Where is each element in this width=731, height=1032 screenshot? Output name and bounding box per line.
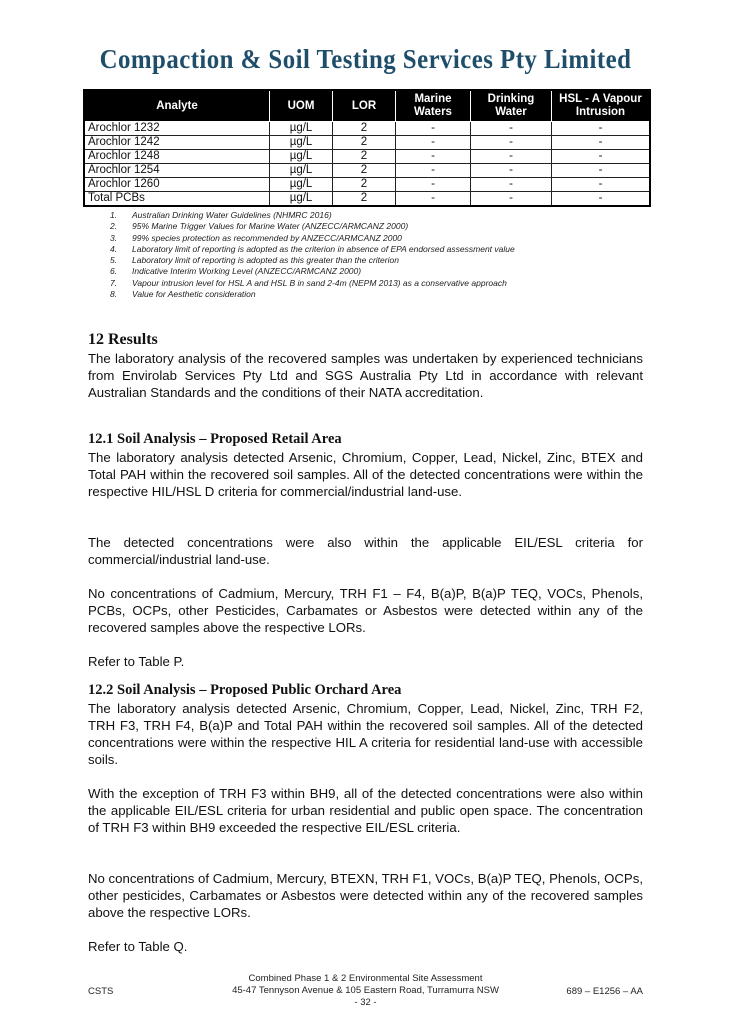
table-row bbox=[84, 122, 650, 136]
section-12-1-p2: The detected concentrations were also within the applicable EIL/ESL criteria for commercial/industrial land-use. bbox=[88, 535, 643, 567]
table-cell: - bbox=[552, 178, 651, 192]
footer-address: 45-47 Tennyson Avenue & 105 Eastern Road, Turramurra NSW bbox=[232, 985, 499, 996]
col-drinking-water: Drinking Water bbox=[471, 90, 552, 122]
table-cell: - bbox=[552, 136, 651, 150]
col-marine-waters: Marine Waters bbox=[396, 90, 471, 122]
table-cell: Arochlor 1242 bbox=[84, 136, 270, 150]
footnote bbox=[110, 255, 515, 266]
table-cell: µg/L bbox=[270, 136, 333, 150]
section-12-1-p4: Refer to Table P. bbox=[88, 654, 185, 669]
footnote-text: Laboratory limit of reporting is adopted as this greater than the criterion bbox=[132, 255, 399, 266]
table-cell: - bbox=[396, 122, 471, 136]
footnote-number: 2. bbox=[110, 221, 118, 232]
table-cell: - bbox=[396, 178, 471, 192]
table-footnotes bbox=[110, 210, 515, 300]
table-cell: - bbox=[471, 122, 552, 136]
table-row bbox=[84, 136, 650, 150]
footnote-text: 99% species protection as recommended by ANZECC/ARMCANZ 2000 bbox=[132, 232, 402, 243]
col-uom: UOM bbox=[270, 90, 333, 122]
table-header-row bbox=[84, 90, 650, 122]
table-cell: - bbox=[396, 164, 471, 178]
footnote-text: Value for Aesthetic consideration bbox=[132, 289, 256, 300]
footnote bbox=[110, 244, 515, 255]
table-cell: - bbox=[552, 150, 651, 164]
footnote bbox=[110, 266, 515, 277]
footnote-text: 95% Marine Trigger Values for Marine Water (ANZECC/ARMCANZ 2000) bbox=[132, 221, 409, 232]
table-cell: µg/L bbox=[270, 150, 333, 164]
table-cell: - bbox=[471, 150, 552, 164]
section-12-2-p2: With the exception of TRH F3 within BH9, all of the detected concentrations were also within the applicable EIL/ESL criteria for urban residential and public open space. The concentration of TRH F3 within BH9 exceeded the respective EIL/ESL criteria. bbox=[88, 786, 643, 835]
table-cell: - bbox=[471, 136, 552, 150]
pcb-criteria-table bbox=[83, 89, 651, 207]
table-cell: - bbox=[471, 164, 552, 178]
footnote bbox=[110, 210, 515, 221]
table-cell: - bbox=[471, 192, 552, 207]
section-12-2-p3: No concentrations of Cadmium, Mercury, BTEXN, TRH F1, VOCs, B(a)P TEQ, Phenols, OCPs, other pesticides, Carbamates or Asbestos were detected within any of the recovered samples above the respective LORs. bbox=[88, 871, 643, 920]
table-cell: - bbox=[471, 178, 552, 192]
footnote-text: Indicative Interim Working Level (ANZECC/ARMCANZ 2000) bbox=[132, 266, 362, 277]
footnote-number: 1. bbox=[110, 210, 118, 220]
table-row bbox=[84, 164, 650, 178]
table-row bbox=[84, 150, 650, 164]
section-12-paragraph: The laboratory analysis of the recovered samples was undertaken by experienced technicians from Envirolab Services Pty Ltd and SGS Australia Pty Ltd in accordance with relevant Australian Standards and the conditions of their NATA accreditation. bbox=[88, 351, 643, 400]
table-cell: 2 bbox=[333, 192, 396, 207]
col-hsl-vapour: HSL - A Vapour Intrusion bbox=[552, 90, 651, 122]
section-12-2-p1: The laboratory analysis detected Arsenic, Chromium, Copper, Lead, Nickel, Zinc, TRH F2, TRH F3, TRH F4, B(a)P and Total PAH within the recovered soil samples. All of the detected concentrations were within the respective HIL A criteria for residential land-use with accessible soils. bbox=[88, 701, 643, 767]
footnote bbox=[110, 233, 515, 244]
table-cell: Arochlor 1232 bbox=[84, 122, 270, 136]
section-12-1-p1: The laboratory analysis detected Arsenic, Chromium, Copper, Lead, Nickel, Zinc, BTEX and Total PAH within the recovered soil samples. All of the detected concentrations were within the respective HIL/HSL D criteria for commercial/industrial land-use. bbox=[88, 450, 643, 499]
footnote-number: 5. bbox=[110, 255, 118, 266]
table-cell: µg/L bbox=[270, 192, 333, 207]
footnote-text: Vapour intrusion level for HSL A and HSL B in sand 2-4m (NEPM 2013) as a conservative approach bbox=[132, 277, 507, 288]
table-cell: Arochlor 1260 bbox=[84, 178, 270, 192]
footnote bbox=[110, 278, 515, 289]
section-12-2-heading: 12.2 Soil Analysis – Proposed Public Orchard Area bbox=[88, 682, 402, 698]
table-cell: 2 bbox=[333, 150, 396, 164]
page-number: - 32 - bbox=[354, 997, 377, 1008]
col-lor: LOR bbox=[333, 90, 396, 122]
footnote-text: Laboratory limit of reporting is adopted as the criterion in absence of EPA endorsed assessment value bbox=[132, 243, 515, 254]
table-cell: 2 bbox=[333, 122, 396, 136]
table-cell: 2 bbox=[333, 164, 396, 178]
footer-report-number: 689 – E1256 – AA bbox=[566, 986, 643, 997]
table-cell: 2 bbox=[333, 136, 396, 150]
table-cell: - bbox=[396, 150, 471, 164]
table-cell: Arochlor 1254 bbox=[84, 164, 270, 178]
table-cell: - bbox=[396, 192, 471, 207]
section-12-2-p4: Refer to Table Q. bbox=[88, 939, 188, 954]
footnote-text: Australian Drinking Water Guidelines (NHMRC 2016) bbox=[132, 210, 332, 220]
table-cell: - bbox=[552, 164, 651, 178]
table-cell: - bbox=[396, 136, 471, 150]
table-cell: Total PCBs bbox=[84, 192, 270, 207]
table-row bbox=[84, 192, 650, 207]
col-analyte: Analyte bbox=[84, 90, 270, 122]
table-cell: Arochlor 1248 bbox=[84, 150, 270, 164]
table-cell: µg/L bbox=[270, 122, 333, 136]
footnote-number: 3. bbox=[110, 232, 118, 243]
footnote bbox=[110, 289, 515, 300]
table-row bbox=[84, 178, 650, 192]
table-cell: µg/L bbox=[270, 178, 333, 192]
section-12-1-p3: No concentrations of Cadmium, Mercury, TRH F1 – F4, B(a)P, B(a)P TEQ, VOCs, Phenols, PCBs, OCPs, other Pesticides, Carbamates or Asbestos were detected within any of the recovered samples above the respective LORs. bbox=[88, 586, 643, 635]
footer-report-title: Combined Phase 1 & 2 Environmental Site Assessment bbox=[248, 973, 483, 984]
company-title: Compaction & Soil Testing Services Pty Limited bbox=[99, 44, 632, 74]
table-cell: - bbox=[552, 192, 651, 207]
footnote-number: 7. bbox=[110, 277, 118, 288]
footnote-number: 6. bbox=[110, 266, 118, 277]
table-cell: - bbox=[552, 122, 651, 136]
table-cell: 2 bbox=[333, 178, 396, 192]
footnote-number: 8. bbox=[110, 289, 118, 300]
table-cell: µg/L bbox=[270, 164, 333, 178]
footer-left: CSTS bbox=[88, 986, 114, 997]
footnote-number: 4. bbox=[110, 243, 118, 254]
footnote bbox=[110, 221, 515, 232]
section-12-heading: 12 Results bbox=[88, 331, 158, 348]
section-12-1-heading: 12.1 Soil Analysis – Proposed Retail Area bbox=[88, 431, 342, 447]
